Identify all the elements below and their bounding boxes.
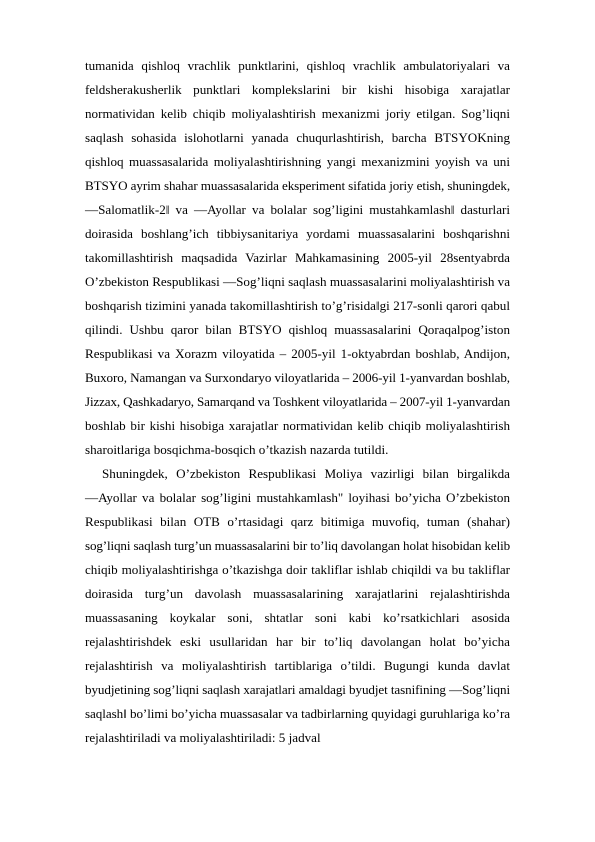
- text-line: boshqarish tizimini yanada takomillashtirish to’g’risida‖gi 217-sonli qarori qabul: [85, 298, 510, 313]
- text-line: qilindi. Ushbu qaror bilan BTSYO qishloq muassasalarini Qoraqalpog’iston: [85, 322, 510, 337]
- text-line: muassasaning koykalar soni, shtatlar soni kabi ko’rsatkichlari asosida: [85, 610, 510, 625]
- text-line: rejalashtirish va moliyalashtirish tartiblariga o’tildi. Bugungi kunda davlat: [85, 658, 510, 673]
- text-line: ―Salomatlik-2‖ va ―Ayollar va bolalar sog’ligini mustahkamlash‖ dasturlari: [85, 202, 510, 217]
- text-line: chiqib moliyalashtirishga o’tkazishga doir takliflar ishlab chiqildi va bu takliflar: [85, 562, 510, 577]
- text-line: saqlash sohasida islohotlarni yanada chuqurlashtirish, barcha BTSYOKning: [85, 130, 510, 145]
- paragraph: [85, 54, 510, 462]
- paragraph: [85, 462, 510, 750]
- text-line: byudjetining sog’liqni saqlash xarajatlari amaldagi byudjet tasnifining ―Sog’liqni: [85, 682, 511, 697]
- text-line: O’zbekiston Respublikasi ―Sog’liqni saqlash muassasalarini moliyalashtirish va: [85, 274, 511, 289]
- text-line: sharoitlariga bosqichma-bosqich o’tkazish nazarda tutildi.: [85, 442, 389, 457]
- text-line: saqlash‖ bo’limi bo’yicha muassasalar va tadbirlarning quyidagi guruhlariga ko’ra: [85, 706, 510, 721]
- text-line: BTSYO ayrim shahar muassasalarida eksperiment sifatida joriy etish, shuningdek,: [85, 178, 510, 193]
- text-line: Shuningdek, O’zbekiston Respublikasi Moliya vazirligi bilan birgalikda: [102, 466, 510, 481]
- text-line: tumanida qishloq vrachlik punktlarini, qishloq vrachlik ambulatoriyalari va: [85, 58, 510, 73]
- text-line: Buxoro, Namangan va Surxondaryo viloyatlarida – 2006-yil 1-yanvardan boshlab,: [85, 370, 510, 385]
- text-line: Jizzax, Qashkadaryo, Samarqand va Toshkent viloyatlarida – 2007-yil 1-yanvardan: [85, 394, 510, 409]
- text-line: boshlab bir kishi hisobiga xarajatlar normatividan kelib chiqib moliyalashtirish: [85, 418, 510, 433]
- body-text: [85, 54, 510, 750]
- text-line: qishloq muassasalarida moliyalashtirishning yangi mexanizmini yoyish va uni: [85, 154, 510, 169]
- text-line: sog’liqni saqlash turg’un muassasalarini bir to’liq davolangan holat hisobidan kelib: [85, 538, 510, 553]
- text-line: rejalashtiriladi va moliyalashtiriladi: 5 jadval: [85, 730, 321, 745]
- text-line: rejalashtirishdek eski usullaridan har bir to’liq davolangan holat bo’yicha: [85, 634, 510, 649]
- text-line: normatividan kelib chiqib moliyalashtirish mexanizmi joriy etilgan. Sog’liqni: [85, 106, 510, 121]
- text-line: feldsherakusherlik punktlari komplekslarini bir kishi hisobiga xarajatlar: [85, 82, 510, 97]
- text-line: ―Ayollar va bolalar sog’ligini mustahkamlash" loyihasi bo’yicha O’zbekiston: [85, 490, 510, 505]
- text-line: Respublikasi va Xorazm viloyatida – 2005-yil 1-oktyabrdan boshlab, Andijon,: [85, 346, 510, 361]
- text-line: Respublikasi bilan OTB o’rtasidagi qarz bitimiga muvofiq, tuman (shahar): [85, 514, 510, 529]
- text-line: doirasida boshlang’ich tibbiysanitariya yordami muassasalarini boshqarishni: [85, 226, 510, 241]
- text-line: takomillashtirish maqsadida Vazirlar Mahkamasining 2005-yil 28sentyabrda: [85, 250, 510, 265]
- text-line: doirasida turg’un davolash muassasalarining xarajatlarini rejalashtirishda: [85, 586, 510, 601]
